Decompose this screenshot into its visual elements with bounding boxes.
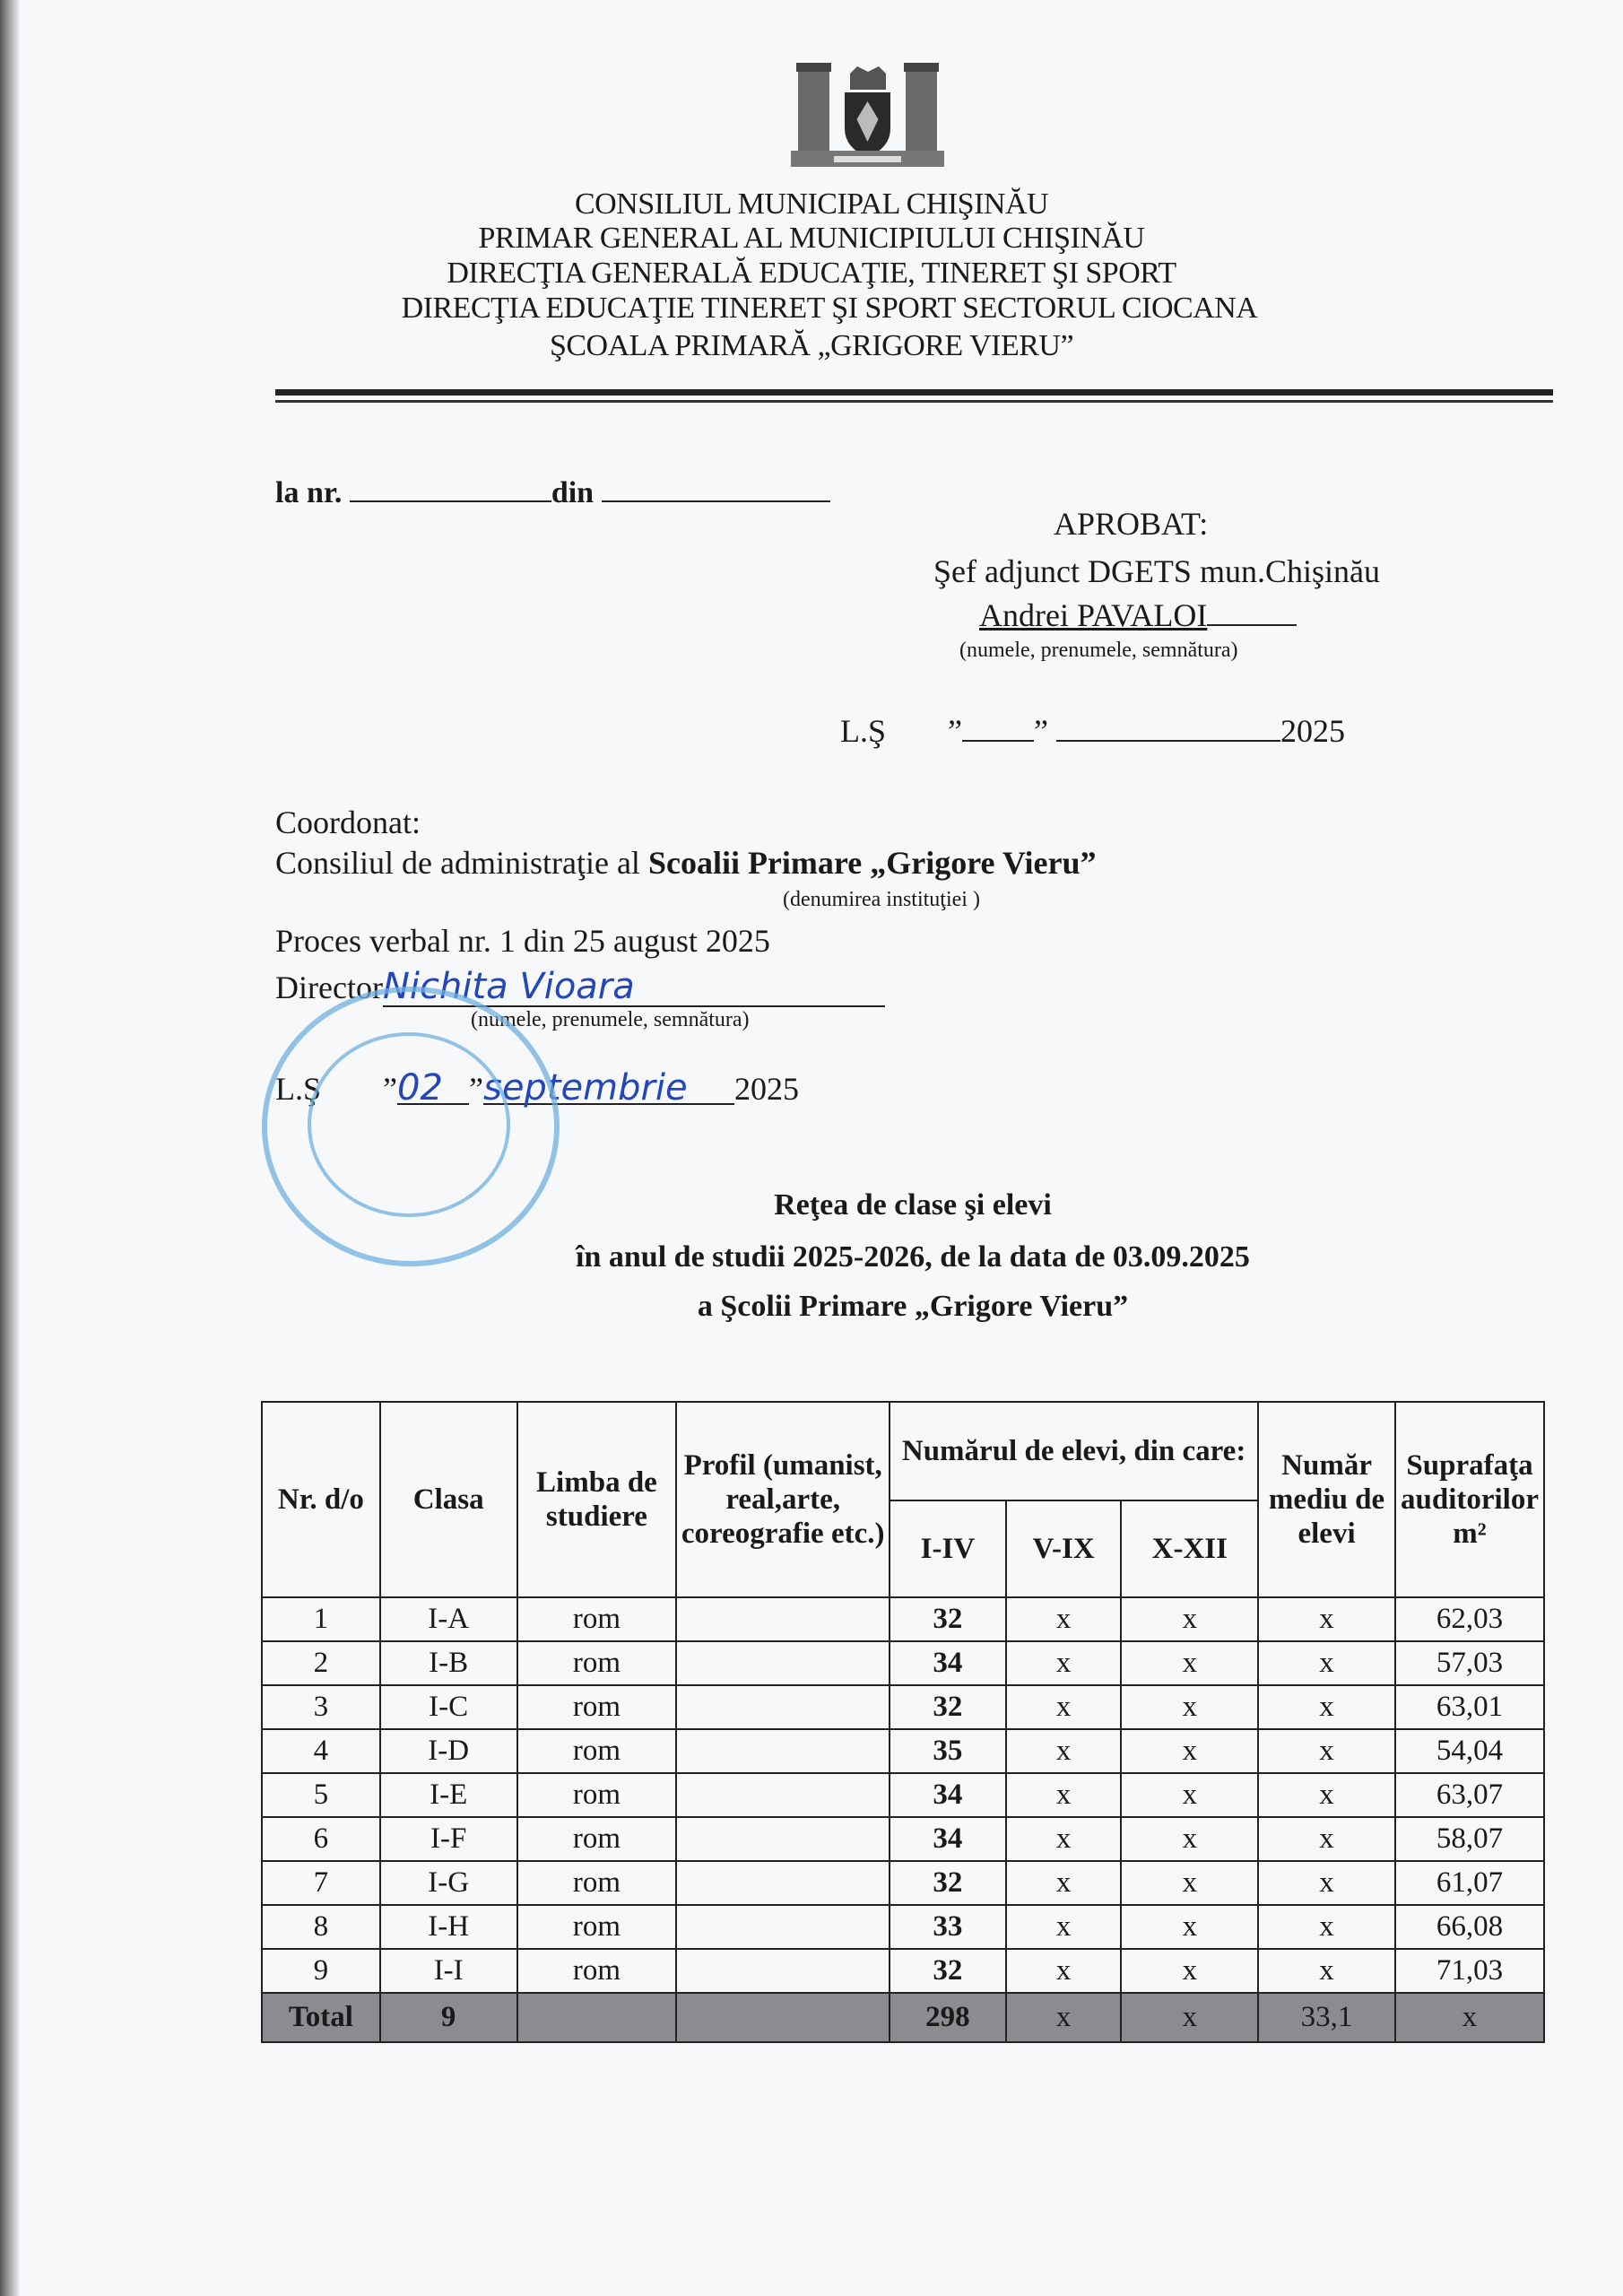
ls-label: L.Ş <box>275 1071 322 1107</box>
header-profil: Profil (umanist, real,arte, coreografie etc.) <box>676 1402 890 1597</box>
cell-mediu: x <box>1258 1905 1395 1949</box>
proces-verbal: Proces verbal nr. 1 din 25 august 2025 <box>275 923 770 959</box>
cell-profil <box>676 1773 890 1817</box>
cell-v-ix: x <box>1006 1729 1122 1773</box>
cell-i-iv: 32 <box>890 1685 1006 1729</box>
approval-month-blank[interactable] <box>1056 713 1280 742</box>
quote-close: ” <box>1034 713 1048 749</box>
table-row <box>262 1905 1544 1949</box>
cell-limba: rom <box>517 1729 677 1773</box>
reference-number-blank[interactable] <box>350 474 551 502</box>
header-divider-thin <box>275 400 1553 403</box>
cell-mediu: x <box>1258 1949 1395 1993</box>
cell-i-iv: 33 <box>890 1905 1006 1949</box>
director-label: Director <box>275 970 383 1005</box>
cell-v-ix: x <box>1006 1905 1122 1949</box>
header-clasa: Clasa <box>380 1402 517 1597</box>
table-row <box>262 1817 1544 1861</box>
approval-name-text: Andrei PAVALOI <box>979 597 1208 633</box>
cell-v-ix: x <box>1006 1597 1122 1641</box>
cell-suprafata: 63,01 <box>1395 1685 1544 1729</box>
cell-nr: 7 <box>262 1861 380 1905</box>
approval-caption: (numele, prenumele, semnătura) <box>959 639 1238 662</box>
cell-clasa: I-A <box>380 1597 517 1641</box>
cell-mediu: x <box>1258 1729 1395 1773</box>
table-row <box>262 1641 1544 1685</box>
cell-clasa: I-G <box>380 1861 517 1905</box>
institution-caption: (denumirea instituţiei ) <box>783 888 980 911</box>
cell-limba: rom <box>517 1949 677 1993</box>
cell-clasa: I-F <box>380 1817 517 1861</box>
cell-mediu: x <box>1258 1641 1395 1685</box>
header-numar-mediu: Număr mediu de elevi <box>1258 1402 1395 1597</box>
header-numar-elevi: Numărul de elevi, din care: <box>890 1402 1258 1500</box>
cell-clasa: I-D <box>380 1729 517 1773</box>
cell-profil <box>676 1729 890 1773</box>
cell-suprafata: 62,03 <box>1395 1597 1544 1641</box>
cell-x-xii: x <box>1121 1949 1258 1993</box>
cell-nr: 2 <box>262 1641 380 1685</box>
coordination-day: 02 <box>397 1067 469 1105</box>
letterhead-line-detsc: DIRECŢIA EDUCAŢIE TINERET ŞI SPORT SECTORUL CIOCANA <box>401 291 1258 325</box>
total-mediu: 33,1 <box>1258 1993 1395 2042</box>
header-limba: Limba de studiere <box>517 1402 677 1597</box>
ls-label: L.Ş <box>840 713 887 749</box>
coordination-council <box>275 844 1097 882</box>
cell-x-xii: x <box>1121 1773 1258 1817</box>
cell-suprafata: 61,07 <box>1395 1861 1544 1905</box>
cell-clasa: I-I <box>380 1949 517 1993</box>
cell-nr: 4 <box>262 1729 380 1773</box>
cell-profil <box>676 1861 890 1905</box>
cell-mediu: x <box>1258 1685 1395 1729</box>
cell-v-ix: x <box>1006 1817 1122 1861</box>
cell-v-ix: x <box>1006 1861 1122 1905</box>
approval-stamp-line <box>840 712 1345 750</box>
cell-suprafata: 71,03 <box>1395 1949 1544 1993</box>
header-v-ix: V-IX <box>1006 1500 1122 1597</box>
council-prefix: Consiliul de administraţie al <box>275 845 648 881</box>
cell-i-iv: 35 <box>890 1729 1006 1773</box>
cell-profil <box>676 1641 890 1685</box>
cell-nr: 3 <box>262 1685 380 1729</box>
cell-v-ix: x <box>1006 1773 1122 1817</box>
cell-nr: 5 <box>262 1773 380 1817</box>
cell-limba: rom <box>517 1685 677 1729</box>
cell-suprafata: 66,08 <box>1395 1905 1544 1949</box>
cell-mediu: x <box>1258 1773 1395 1817</box>
cell-profil <box>676 1685 890 1729</box>
cell-nr: 1 <box>262 1597 380 1641</box>
cell-suprafata: 57,03 <box>1395 1641 1544 1685</box>
la-nr-label: la nr. <box>275 476 343 509</box>
chisinau-coat-of-arms-logo <box>789 61 946 169</box>
coordination-month: septembrie <box>483 1067 734 1105</box>
cell-x-xii: x <box>1121 1729 1258 1773</box>
header-divider <box>275 389 1553 396</box>
table-row <box>262 1597 1544 1641</box>
cell-nr: 6 <box>262 1817 380 1861</box>
approval-role: Şef adjunct DGETS mun.Chişinău <box>933 553 1380 589</box>
table-row <box>262 1861 1544 1905</box>
table-row <box>262 1773 1544 1817</box>
total-profil <box>676 1993 890 2042</box>
approval-day-blank[interactable] <box>962 713 1034 742</box>
official-stamp <box>262 987 560 1266</box>
letterhead-line-dgets: DIRECŢIA GENERALĂ EDUCAŢIE, TINERET ŞI SPORT <box>447 257 1176 290</box>
cell-mediu: x <box>1258 1597 1395 1641</box>
cell-i-iv: 34 <box>890 1641 1006 1685</box>
total-v-ix: x <box>1006 1993 1122 2042</box>
total-x-xii: x <box>1121 1993 1258 2042</box>
cell-clasa: I-H <box>380 1905 517 1949</box>
din-label: din <box>551 476 595 509</box>
coordination-year: 2025 <box>733 1071 799 1107</box>
coordination-label: Coordonat: <box>275 804 421 840</box>
cell-v-ix: x <box>1006 1641 1122 1685</box>
reference-line <box>275 474 830 510</box>
cell-i-iv: 34 <box>890 1773 1006 1817</box>
cell-limba: rom <box>517 1597 677 1641</box>
cell-mediu: x <box>1258 1817 1395 1861</box>
document-school: a Şcolii Primare „Grigore Vieru” <box>697 1290 1129 1323</box>
cell-i-iv: 34 <box>890 1817 1006 1861</box>
cell-suprafata: 63,07 <box>1395 1773 1544 1817</box>
reference-date-blank[interactable] <box>602 474 830 502</box>
header-i-iv: I-IV <box>890 1500 1006 1597</box>
letterhead-line-school: ŞCOALA PRIMARĂ „GRIGORE VIERU” <box>549 329 1074 362</box>
table-row <box>262 1729 1544 1773</box>
cell-x-xii: x <box>1121 1817 1258 1861</box>
cell-suprafata: 58,07 <box>1395 1817 1544 1861</box>
cell-x-xii: x <box>1121 1905 1258 1949</box>
class-network-table <box>261 1401 1545 2043</box>
council-institution: Scoalii Primare „Grigore Vieru” <box>647 845 1097 881</box>
cell-i-iv: 32 <box>890 1861 1006 1905</box>
header-nr: Nr. d/o <box>262 1402 380 1597</box>
cell-nr: 8 <box>262 1905 380 1949</box>
document-title: Reţea de clase şi elevi <box>774 1188 1052 1222</box>
letterhead-line-mayor: PRIMAR GENERAL AL MUNICIPIULUI CHIŞINĂU <box>478 222 1145 255</box>
total-i-iv: 298 <box>890 1993 1006 2042</box>
cell-clasa: I-E <box>380 1773 517 1817</box>
coordination-date-line: L.Ş ”02 ”septembrie 2025 <box>275 1067 799 1109</box>
cell-suprafata: 54,04 <box>1395 1729 1544 1773</box>
cell-x-xii: x <box>1121 1861 1258 1905</box>
cell-v-ix: x <box>1006 1685 1122 1729</box>
cell-x-xii: x <box>1121 1597 1258 1641</box>
table-row <box>262 1949 1544 1993</box>
cell-profil <box>676 1905 890 1949</box>
quote-open: ” <box>948 713 962 749</box>
header-x-xii: X-XII <box>1121 1500 1258 1597</box>
cell-i-iv: 32 <box>890 1949 1006 1993</box>
cell-nr: 9 <box>262 1949 380 1993</box>
cell-v-ix: x <box>1006 1949 1122 1993</box>
header-suprafata: Suprafaţa auditorilor m² <box>1395 1402 1544 1597</box>
approval-name <box>979 596 1297 634</box>
approval-title: APROBAT: <box>1054 506 1209 542</box>
total-row <box>262 1993 1544 2042</box>
approval-signature-blank <box>1207 603 1297 626</box>
cell-clasa: I-B <box>380 1641 517 1685</box>
cell-profil <box>676 1817 890 1861</box>
document-subtitle: în anul de studii 2025-2026, de la data de 03.09.2025 <box>576 1240 1250 1274</box>
table-row <box>262 1685 1544 1729</box>
cell-clasa: I-C <box>380 1685 517 1729</box>
cell-i-iv: 32 <box>890 1597 1006 1641</box>
cell-x-xii: x <box>1121 1685 1258 1729</box>
approval-year: 2025 <box>1280 713 1345 749</box>
director-signature: Nichita Vioara <box>383 966 885 1007</box>
cell-profil <box>676 1949 890 1993</box>
cell-limba: rom <box>517 1817 677 1861</box>
total-clasa: 9 <box>380 1993 517 2042</box>
letterhead-line-council: CONSILIUL MUNICIPAL CHIŞINĂU <box>574 187 1049 221</box>
cell-limba: rom <box>517 1861 677 1905</box>
cell-limba: rom <box>517 1773 677 1817</box>
total-limba <box>517 1993 677 2042</box>
total-suprafata: x <box>1395 1993 1544 2042</box>
cell-profil <box>676 1597 890 1641</box>
cell-limba: rom <box>517 1641 677 1685</box>
cell-limba: rom <box>517 1905 677 1949</box>
director-caption: (numele, prenumele, semnătura) <box>471 1008 750 1031</box>
cell-mediu: x <box>1258 1861 1395 1905</box>
cell-x-xii: x <box>1121 1641 1258 1685</box>
total-label: Total <box>262 1993 380 2042</box>
